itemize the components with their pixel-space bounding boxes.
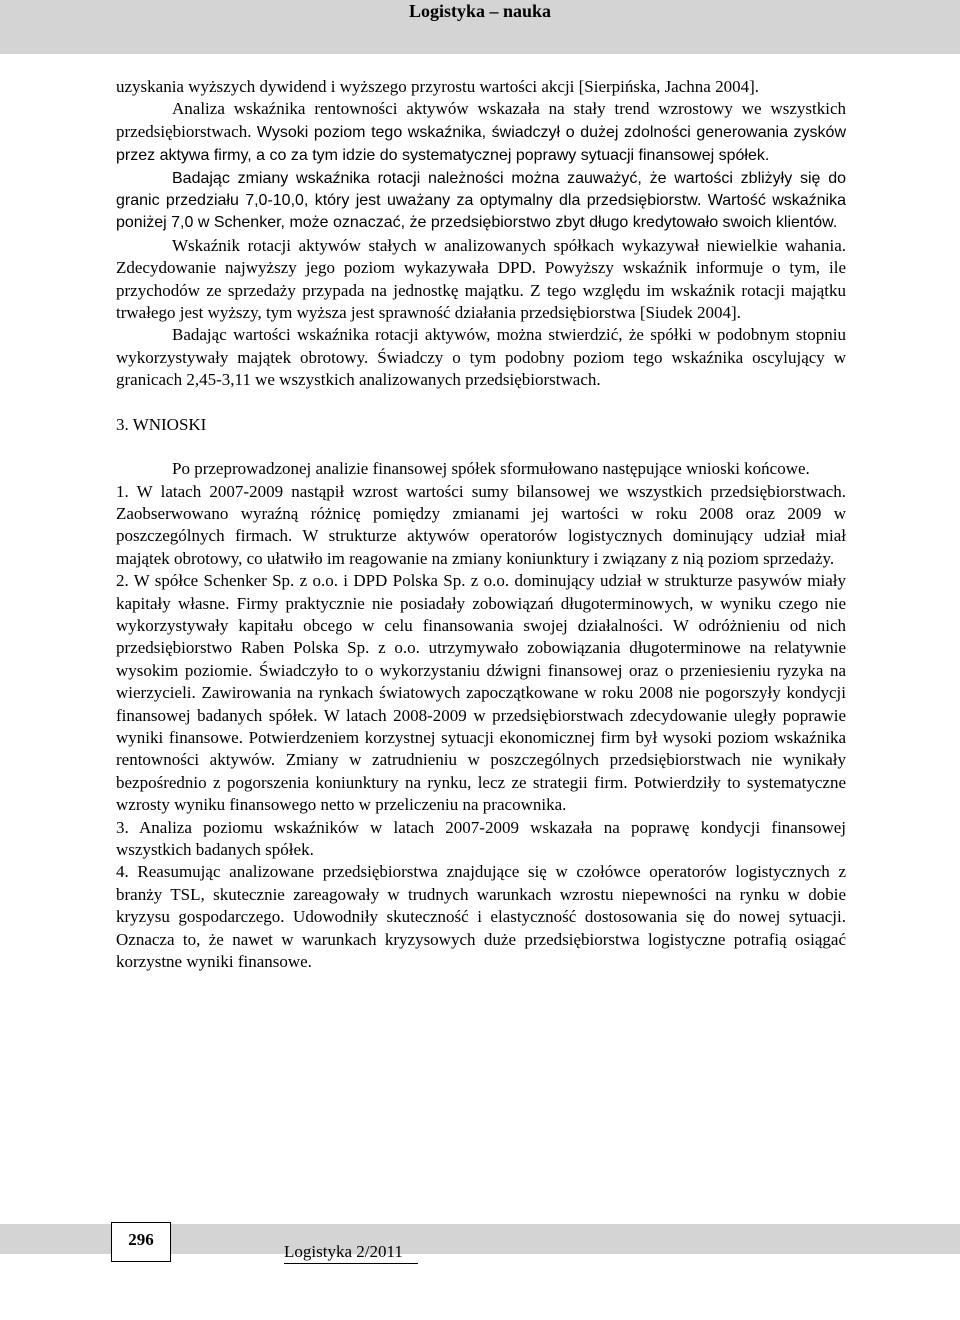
page-body (116, 76, 846, 973)
section-heading: 3. WNIOSKI (116, 414, 207, 434)
body-paragraph (116, 98, 846, 167)
sentence: Wysoki poziom tego wskaźnika, świadczył o dużej zdolności generowania zysków przez aktywa firmy, a co za tym idzie do systematycznej poprawy sytuacji finansowej spółek. (116, 123, 847, 165)
footer-journal-title: Logistyka 2/2011 (284, 1241, 418, 1264)
page-number: 296 (111, 1222, 171, 1262)
body-paragraph: Badając wartości wskaźnika rotacji aktywów, można stwierdzić, że spółki w podobnym stopniu wykorzystywały majątek obrotowy. Świadczy o tym podobny poziom tego wskaźnika oscylujący w granicach 2,45-3,11 we wszystkich analizowanych przedsiębiorstwach. (116, 325, 846, 390)
body-paragraph: Badając zmiany wskaźnika rotacji należności można zauważyć, że wartości zbliżyły się do granic przedziału 7,0-10,0, który jest uważany za optymalny dla przedsiębiorstw. Wartość wskaźnika poniżej 7,0 w Schenker, może oznaczać, że przedsiębiorstwo zbyt długo kredytowało swoich klientów. (116, 169, 846, 232)
conclusion-item: 1. W latach 2007-2009 nastąpił wzrost wartości sumy bilansowej we wszystkich przedsiębiorstwach. Zaobserwowano wyraźną różnicę pomiędzy zmianami jej wartości w roku 2008 oraz 2009 w poszczególnych firmach. W strukturze aktywów operatorów logistycznych dominujący udział miał majątek obrotowy, co ułatwiło im reagowanie na zmiany koniunktury i związany z nią poziom sprzedaży. (116, 481, 846, 568)
conclusion-item: 4. Reasumując analizowane przedsiębiorstwa znajdujące się w czołówce operatorów logistycznych z branży TSL, skutecznie zareagowały w trudnych warunkach wzrostu niepewności na rynku w dobie kryzysu gospodarczego. Udowodniły skuteczność i elastyczność dostosowania się do nowej sytuacji. Oznacza to, że nawet w warunkach kryzysowych duże przedsiębiorstwa logistyczne potrafią osiągać korzystne wyniki finansowe. (116, 862, 846, 972)
sentence: Analiza wskaźnika rentowności aktywów wskazała na stały trend wzrostowy we wszystkich przedsiębiorstwach. (116, 99, 846, 141)
conclusions-intro: Po przeprowadzonej analizie finansowej spółek sformułowano następujące wnioski końcowe. (172, 459, 810, 479)
conclusion-item: 3. Analiza poziomu wskaźników w latach 2007-2009 wskazała na poprawę kondycji finansowej wszystkich badanych spółek. (116, 817, 846, 859)
conclusion-item: 2. W spółce Schenker Sp. z o.o. i DPD Polska Sp. z o.o. dominujący udział w strukturze pasywów miały kapitały własne. Firmy praktycznie nie posiadały zobowiązań długoterminowych, w wyniku czego nie wykorzystywały kapitału obcego w celu finansowania swojej działalności. W odróżnieniu od nich przedsiębiorstwo Raben Polska Sp. z o.o. utrzymywało zobowiązania długoterminowe na relatywnie wysokim poziomie. Świadczyło to o wykorzystaniu dźwigni finansowej oraz o przeniesieniu ryzyka na wierzycieli. Zawirowania na rynkach światowych zapoczątkowane w roku 2008 nie pogorszyły kondycji finansowej badanych spółek. W latach 2008-2009 w przedsiębiorstwach zdecydowanie uległy poprawie wyniki finansowe. Potwierdzeniem korzystnej sytuacji ekonomicznej firm był wysoki poziom wskaźnika rentowności aktywów. Zmiany w zatrudnieniu w poszczególnych przedsiębiorstwach nie wynikały bezpośrednio z pogorszenia koniunktury na rynku, lecz ze strategii firm. Potwierdziły to systematyczne wzrosty wyniku finansowego netto w przeliczeniu na pracownika. (116, 571, 846, 815)
body-paragraph: Wskaźnik rotacji aktywów stałych w analizowanych spółkach wykazywał niewielkie wahania. Zdecydowanie najwyższy jego poziom wykazywała DPD. Powyższy wskaźnik informuje o tym, ile przychodów ze sprzedaży przypada na jednostkę majątku. Z tego względu im wskaźnik rotacji majątku trwałego jest wyższy, tym wyższa jest sprawność działania przedsiębiorstwa [Siudek 2004]. (116, 235, 846, 323)
running-header-title: Logistyka – nauka (408, 1, 552, 21)
body-paragraph: uzyskania wyższych dywidend i wyższego przyrostu wartości akcji [Sierpińska, Jachna 2004]. (116, 77, 759, 96)
